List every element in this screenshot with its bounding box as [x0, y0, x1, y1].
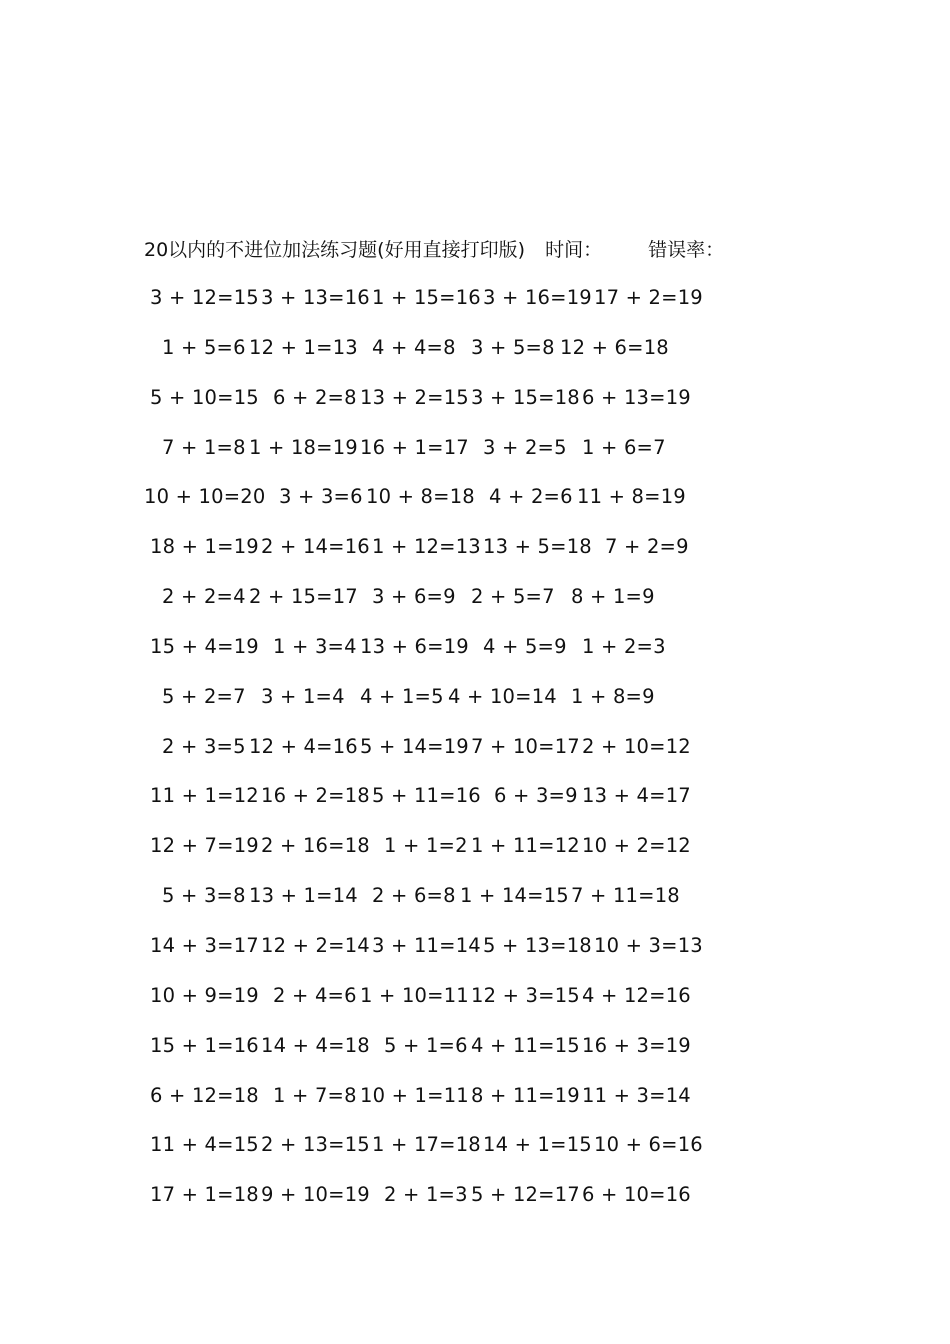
addition-problem: 1 + 18=19: [249, 435, 358, 459]
addition-problem: 16 + 1=17: [360, 435, 469, 459]
addition-problem: 3 + 13=16: [261, 286, 370, 309]
addition-problem: 14 + 1=15: [483, 1133, 592, 1157]
addition-problem: 5 + 2=7: [162, 684, 246, 708]
addition-problem: 5 + 14=19: [360, 734, 469, 758]
addition-problem: 13 + 2=15: [360, 385, 469, 409]
addition-problem: 6 + 2=8: [273, 385, 357, 409]
addition-problem: 10 + 3=13: [594, 933, 703, 957]
addition-problem: 16 + 3=19: [582, 1033, 691, 1057]
worksheet-header: [144, 236, 724, 264]
addition-problem: 1 + 2=3: [582, 634, 666, 658]
addition-problem: 1 + 1=2: [384, 834, 468, 858]
addition-problem: 12 + 7=19: [150, 834, 259, 858]
addition-problem: 16 + 2=18: [261, 784, 370, 808]
addition-problem: 6 + 12=18: [150, 1083, 259, 1107]
problem-row: [0, 931, 950, 981]
addition-problem: 1 + 15=16: [372, 286, 481, 309]
addition-problem: 12 + 2=14: [261, 933, 370, 957]
addition-problem: 15 + 1=16: [150, 1033, 259, 1057]
addition-problem: 7 + 10=17: [471, 734, 580, 758]
addition-problem: 2 + 10=12: [582, 734, 691, 758]
problem-row: [0, 383, 950, 433]
addition-problem: 1 + 8=9: [571, 684, 655, 708]
addition-problem: 1 + 14=15: [460, 884, 569, 908]
time-label: 时间：: [545, 239, 603, 261]
problem-row: [0, 1031, 950, 1081]
addition-problem: 15 + 4=19: [150, 634, 259, 658]
addition-problem: 7 + 11=18: [571, 884, 680, 908]
addition-problem: 2 + 5=7: [471, 585, 555, 609]
addition-problem: 3 + 6=9: [372, 585, 456, 609]
addition-problem: 12 + 6=18: [560, 335, 669, 359]
addition-problem: 4 + 1=5: [360, 684, 444, 708]
problem-row: [0, 981, 950, 1031]
addition-problem: 10 + 1=11: [360, 1083, 469, 1107]
addition-problem: 13 + 4=17: [582, 784, 691, 808]
addition-problem: 10 + 10=20: [144, 485, 266, 509]
addition-problem: 3 + 12=15: [150, 286, 259, 309]
addition-problem: 17 + 2=19: [594, 286, 703, 309]
addition-problem: 2 + 1=3: [384, 1183, 468, 1207]
problem-row: [0, 881, 950, 931]
problem-row: [0, 732, 950, 782]
problem-row: [0, 433, 950, 483]
addition-problem: 14 + 3=17: [150, 933, 259, 957]
addition-problem: 9 + 10=19: [261, 1183, 370, 1207]
addition-problem: 3 + 2=5: [483, 435, 567, 459]
addition-problem: 1 + 7=8: [273, 1083, 357, 1107]
addition-problem: 8 + 11=19: [471, 1083, 580, 1107]
addition-problem: 18 + 1=19: [150, 535, 259, 559]
addition-problem: 5 + 3=8: [162, 884, 246, 908]
addition-problem: 3 + 11=14: [372, 933, 481, 957]
problem-row: [0, 582, 950, 632]
error-rate-label: 错误率：: [648, 239, 725, 261]
addition-problem: 17 + 1=18: [150, 1183, 259, 1207]
addition-problem: 14 + 4=18: [261, 1033, 370, 1057]
addition-problem: 3 + 5=8: [471, 335, 555, 359]
problem-row: [0, 333, 950, 383]
problem-row: [0, 1180, 950, 1230]
problem-row: [0, 1130, 950, 1180]
addition-problem: 12 + 3=15: [471, 983, 580, 1007]
addition-problem: 4 + 12=16: [582, 983, 691, 1007]
addition-problem: 4 + 2=6: [489, 485, 573, 509]
addition-problem: 4 + 11=15: [471, 1033, 580, 1057]
addition-problem: 11 + 8=19: [577, 485, 686, 509]
addition-problem: 2 + 13=15: [261, 1133, 370, 1157]
addition-problem: 10 + 8=18: [366, 485, 475, 509]
problem-grid: [0, 283, 950, 1230]
problem-row: [0, 682, 950, 732]
addition-problem: 4 + 5=9: [483, 634, 567, 658]
addition-problem: 7 + 2=9: [605, 535, 689, 559]
addition-problem: 10 + 9=19: [150, 983, 259, 1007]
addition-problem: 2 + 2=4: [162, 585, 246, 609]
addition-problem: 5 + 1=6: [384, 1033, 468, 1057]
problem-row: [0, 632, 950, 682]
problem-row: [0, 781, 950, 831]
addition-problem: 12 + 1=13: [249, 335, 358, 359]
addition-problem: 1 + 6=7: [582, 435, 666, 459]
addition-problem: 1 + 11=12: [471, 834, 580, 858]
addition-problem: 1 + 5=6: [162, 335, 246, 359]
problem-row: [0, 532, 950, 582]
problem-row: [0, 1081, 950, 1131]
addition-problem: 4 + 10=14: [448, 684, 557, 708]
addition-problem: 3 + 1=4: [261, 684, 345, 708]
addition-problem: 2 + 4=6: [273, 983, 357, 1007]
addition-problem: 4 + 4=8: [372, 335, 456, 359]
addition-problem: 5 + 13=18: [483, 933, 592, 957]
addition-problem: 12 + 4=16: [249, 734, 358, 758]
addition-problem: 2 + 16=18: [261, 834, 370, 858]
addition-problem: 1 + 10=11: [360, 983, 469, 1007]
addition-problem: 5 + 12=17: [471, 1183, 580, 1207]
addition-problem: 1 + 3=4: [273, 634, 357, 658]
addition-problem: 6 + 13=19: [582, 385, 691, 409]
addition-problem: 13 + 1=14: [249, 884, 358, 908]
addition-problem: 2 + 14=16: [261, 535, 370, 559]
addition-problem: 11 + 1=12: [150, 784, 259, 808]
addition-problem: 10 + 6=16: [594, 1133, 703, 1157]
addition-problem: 2 + 3=5: [162, 734, 246, 758]
addition-problem: 11 + 3=14: [582, 1083, 691, 1107]
addition-problem: 5 + 10=15: [150, 385, 259, 409]
problem-row: [0, 831, 950, 881]
addition-problem: 2 + 15=17: [249, 585, 358, 609]
addition-problem: 7 + 1=8: [162, 435, 246, 459]
addition-problem: 13 + 6=19: [360, 634, 469, 658]
addition-problem: 3 + 15=18: [471, 385, 580, 409]
addition-problem: 11 + 4=15: [150, 1133, 259, 1157]
worksheet-title: 20以内的不进位加法练习题(好用直接打印版): [144, 239, 526, 261]
addition-problem: 6 + 10=16: [582, 1183, 691, 1207]
addition-problem: 5 + 11=16: [372, 784, 481, 808]
problem-row: [0, 482, 950, 532]
addition-problem: 2 + 6=8: [372, 884, 456, 908]
addition-problem: 13 + 5=18: [483, 535, 592, 559]
addition-problem: 3 + 3=6: [279, 485, 363, 509]
addition-problem: 3 + 16=19: [483, 286, 592, 309]
addition-problem: 1 + 17=18: [372, 1133, 481, 1157]
addition-problem: 8 + 1=9: [571, 585, 655, 609]
addition-problem: 6 + 3=9: [494, 784, 578, 808]
addition-problem: 1 + 12=13: [372, 535, 481, 559]
addition-problem: 10 + 2=12: [582, 834, 691, 858]
problem-row: [0, 283, 950, 333]
